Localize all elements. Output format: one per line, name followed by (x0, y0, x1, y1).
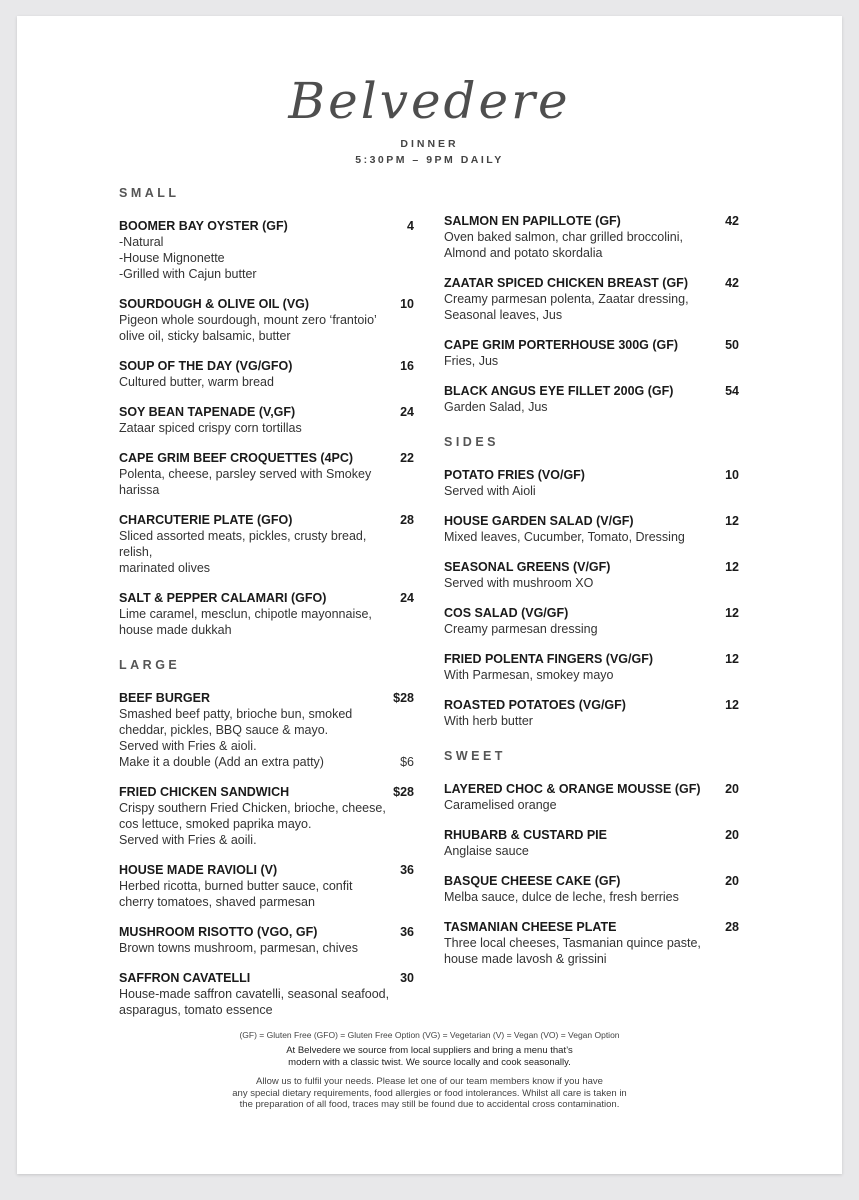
item-price: 4 (407, 219, 414, 233)
item-price: 10 (400, 297, 414, 311)
menu-item-layered-choc-orange-mousse-gf (444, 781, 739, 813)
item-description: -House Mignonette (119, 251, 225, 265)
item-name: MUSHROOM RISOTTO (VGO, GF) (119, 925, 318, 939)
menu-item-soup-of-the-day-vg-gfo (119, 358, 414, 390)
item-description: Smashed beef patty, brioche bun, smoked (119, 707, 353, 721)
item-description: Herbed ricotta, burned butter sauce, confit (119, 879, 353, 893)
item-description: Zataar spiced crispy corn tortillas (119, 421, 302, 435)
item-name: SEASONAL GREENS (V/GF) (444, 560, 611, 574)
item-price: 20 (725, 874, 739, 888)
item-price: 20 (725, 828, 739, 842)
item-description: Creamy parmesan polenta, Zaatar dressing, (444, 292, 689, 306)
item-description: Caramelised orange (444, 798, 557, 812)
menu-item-salt-pepper-calamari-gfo (119, 590, 414, 638)
menu-item-basque-cheese-cake-gf (444, 873, 739, 905)
item-name: TASMANIAN CHEESE PLATE (444, 920, 617, 934)
item-price: 54 (725, 384, 739, 398)
item-description: Mixed leaves, Cucumber, Tomato, Dressing (444, 530, 685, 544)
item-name: COS SALAD (VG/GF) (444, 606, 569, 620)
menu-item-soy-bean-tapenade-v-gf (119, 404, 414, 436)
item-name: CAPE GRIM PORTERHOUSE 300G (GF) (444, 338, 679, 352)
item-description: Fries, Jus (444, 354, 499, 368)
item-price: 24 (400, 405, 414, 419)
item-name: FRIED CHICKEN SANDWICH (119, 785, 290, 799)
left-column (119, 186, 414, 1032)
menu-item-cape-grim-beef-croquettes-4pc (119, 450, 414, 498)
meal-title: DINNER (400, 138, 459, 150)
item-description: house made lavosh & grissini (444, 952, 607, 966)
item-description: Crispy southern Fried Chicken, brioche, cheese, (119, 801, 386, 815)
item-description: Almond and potato skordalia (444, 246, 603, 260)
menu-item-mushroom-risotto-vgo-gf (119, 924, 414, 956)
brand-logo: Belvedere (288, 72, 571, 130)
menu-page (17, 16, 842, 1174)
addon-price: $6 (400, 755, 414, 769)
item-description: -Grilled with Cajun butter (119, 267, 257, 281)
sourcing-line: modern with a classic twist. We source locally and cook seasonally. (288, 1057, 571, 1068)
addon-label: Make it a double (Add an extra patty) (119, 755, 324, 769)
menu-item-roasted-potatoes-vg-gf (444, 697, 739, 729)
menu-item-black-angus-eye-fillet-200g-gf (444, 383, 739, 415)
allergy-notice (17, 1076, 842, 1111)
section-title-sweet: SWEET (444, 749, 506, 763)
item-description: marinated olives (119, 561, 211, 575)
item-name: BEEF BURGER (119, 691, 210, 705)
item-price: 12 (725, 652, 739, 666)
menu-item-tasmanian-cheese-plate (444, 919, 739, 967)
item-price: 42 (725, 214, 739, 228)
item-price: $28 (393, 785, 414, 799)
item-price: 22 (400, 451, 414, 465)
large-items (119, 784, 414, 1018)
section-title-large: LARGE (119, 658, 181, 672)
item-name: HOUSE MADE RAVIOLI (V) (119, 863, 278, 877)
section-title-sides: SIDES (444, 435, 500, 449)
menu-item-salmon-en-papillote-gf (444, 213, 739, 261)
item-description: Three local cheeses, Tasmanian quince paste, (444, 936, 701, 950)
item-price: 12 (725, 514, 739, 528)
small-items (119, 218, 414, 638)
menu-item-fried-chicken-sandwich (119, 784, 414, 848)
item-description: cherry tomatoes, shaved parmesan (119, 895, 315, 909)
item-price: 20 (725, 782, 739, 796)
menu-item-potato-fries-vo-gf (444, 467, 739, 499)
item-description: Lime caramel, mesclun, chipotle mayonnaise, (119, 607, 372, 621)
item-description: relish, (119, 545, 153, 559)
item-description: Cultured butter, warm bread (119, 375, 274, 389)
right-column (444, 213, 739, 981)
menu-item-beef-burger (119, 690, 414, 770)
item-description: Creamy parmesan dressing (444, 622, 598, 636)
item-name: LAYERED CHOC & ORANGE MOUSSE (GF) (444, 782, 701, 796)
menu-item-charcuterie-plate-gfo (119, 512, 414, 576)
item-price: 50 (725, 338, 739, 352)
item-description: Melba sauce, dulce de leche, fresh berries (444, 890, 679, 904)
menu-item-seasonal-greens-v-gf (444, 559, 739, 591)
menu-item-saffron-cavatelli (119, 970, 414, 1018)
item-name: SAFFRON CAVATELLI (119, 971, 251, 985)
item-name: CAPE GRIM BEEF CROQUETTES (4PC) (119, 451, 354, 465)
item-name: POTATO FRIES (VO/GF) (444, 468, 585, 482)
sides-items (444, 467, 739, 729)
item-name: RHUBARB & CUSTARD PIE (444, 828, 607, 842)
item-name: ROASTED POTATOES (VG/GF) (444, 698, 626, 712)
item-description: cos lettuce, smoked paprika mayo. (119, 817, 312, 831)
item-description: Oven baked salmon, char grilled broccolini, (444, 230, 684, 244)
item-name: ZAATAR SPICED CHICKEN BREAST (GF) (444, 276, 688, 290)
item-description: Pigeon whole sourdough, mount zero ‘frantoio’ (119, 313, 377, 327)
sourcing-line: At Belvedere we source from local suppliers and bring a menu that’s (286, 1045, 573, 1056)
item-description: Sliced assorted meats, pickles, crusty bread, (119, 529, 367, 543)
item-name: BLACK ANGUS EYE FILLET 200G (GF) (444, 384, 674, 398)
item-price: 36 (400, 925, 414, 939)
main-items (444, 213, 739, 415)
item-description: Polenta, cheese, parsley served with Smokey (119, 467, 372, 481)
menu-footer (17, 1029, 842, 1111)
item-description: cheddar, pickles, BBQ sauce & mayo. (119, 723, 329, 737)
item-description: Served with Aioli (444, 484, 536, 498)
menu-item-sourdough-olive-oil-vg (119, 296, 414, 344)
sourcing-statement (17, 1045, 842, 1069)
menu-item-house-made-ravioli-v (119, 862, 414, 910)
menu-item-boomer-bay-oyster-gf (119, 218, 414, 282)
item-price: 30 (400, 971, 414, 985)
item-description: Served with Fries & aoili. (119, 833, 257, 847)
item-description: house made dukkah (119, 623, 232, 637)
item-description: Garden Salad, Jus (444, 400, 548, 414)
item-description: Anglaise sauce (444, 844, 529, 858)
item-price: 10 (725, 468, 739, 482)
menu-item-cos-salad-vg-gf (444, 605, 739, 637)
item-price: 36 (400, 863, 414, 877)
item-addon (119, 754, 414, 770)
item-price: 12 (725, 560, 739, 574)
item-description: olive oil, sticky balsamic, butter (119, 329, 291, 343)
item-name: SALT & PEPPER CALAMARI (GFO) (119, 591, 327, 605)
service-hours: 5:30PM – 9PM DAILY (355, 154, 504, 166)
item-price: 42 (725, 276, 739, 290)
item-price: 28 (725, 920, 739, 934)
item-name: SOURDOUGH & OLIVE OIL (VG) (119, 297, 310, 311)
item-name: SALMON EN PAPILLOTE (GF) (444, 214, 621, 228)
item-name: HOUSE GARDEN SALAD (V/GF) (444, 514, 634, 528)
item-price: 12 (725, 606, 739, 620)
item-description: House-made saffron cavatelli, seasonal seafood, (119, 987, 390, 1001)
menu-item-rhubarb-custard-pie (444, 827, 739, 859)
item-price: 12 (725, 698, 739, 712)
item-name: BOOMER BAY OYSTER (GF) (119, 219, 288, 233)
item-description: Brown towns mushroom, parmesan, chives (119, 941, 358, 955)
menu-item-cape-grim-porterhouse-300g-gf (444, 337, 739, 369)
item-description: With herb butter (444, 714, 533, 728)
section-title-small: SMALL (119, 186, 180, 200)
item-name: FRIED POLENTA FINGERS (VG/GF) (444, 652, 654, 666)
item-description: harissa (119, 483, 160, 497)
item-price: 24 (400, 591, 414, 605)
item-name: CHARCUTERIE PLATE (GFO) (119, 513, 293, 527)
item-price: $28 (393, 691, 414, 705)
item-description: asparagus, tomato essence (119, 1003, 273, 1017)
item-description: Served with Fries & aioli. (119, 739, 257, 753)
menu-item-house-garden-salad-v-gf (444, 513, 739, 545)
sweet-items (444, 781, 739, 967)
menu-item-fried-polenta-fingers-vg-gf (444, 651, 739, 683)
item-description: With Parmesan, smokey mayo (444, 668, 614, 682)
item-description: Served with mushroom XO (444, 576, 594, 590)
item-name: SOY BEAN TAPENADE (V,GF) (119, 405, 296, 419)
item-description: Seasonal leaves, Jus (444, 308, 563, 322)
allergy-line: the preparation of all food, traces may still be found due to accidental cross contamination. (239, 1099, 620, 1110)
item-description: -Natural (119, 235, 164, 249)
item-price: 16 (400, 359, 414, 373)
item-price: 28 (400, 513, 414, 527)
allergy-line: any special dietary requirements, food allergies or food intolerances. Whilst all care is taken in (232, 1087, 627, 1099)
item-name: BASQUE CHEESE CAKE (GF) (444, 874, 621, 888)
dietary-legend: (GF) = Gluten Free (GFO) = Gluten Free Option (VG) = Vegetarian (V) = Vegan (VO) = Vegan Option (239, 1030, 620, 1040)
item-name: SOUP OF THE DAY (VG/GFO) (119, 359, 293, 373)
allergy-line: Allow us to fulfil your needs. Please let one of our team members know if you have (256, 1076, 603, 1087)
menu-item-zaatar-spiced-chicken-breast-gf (444, 275, 739, 323)
